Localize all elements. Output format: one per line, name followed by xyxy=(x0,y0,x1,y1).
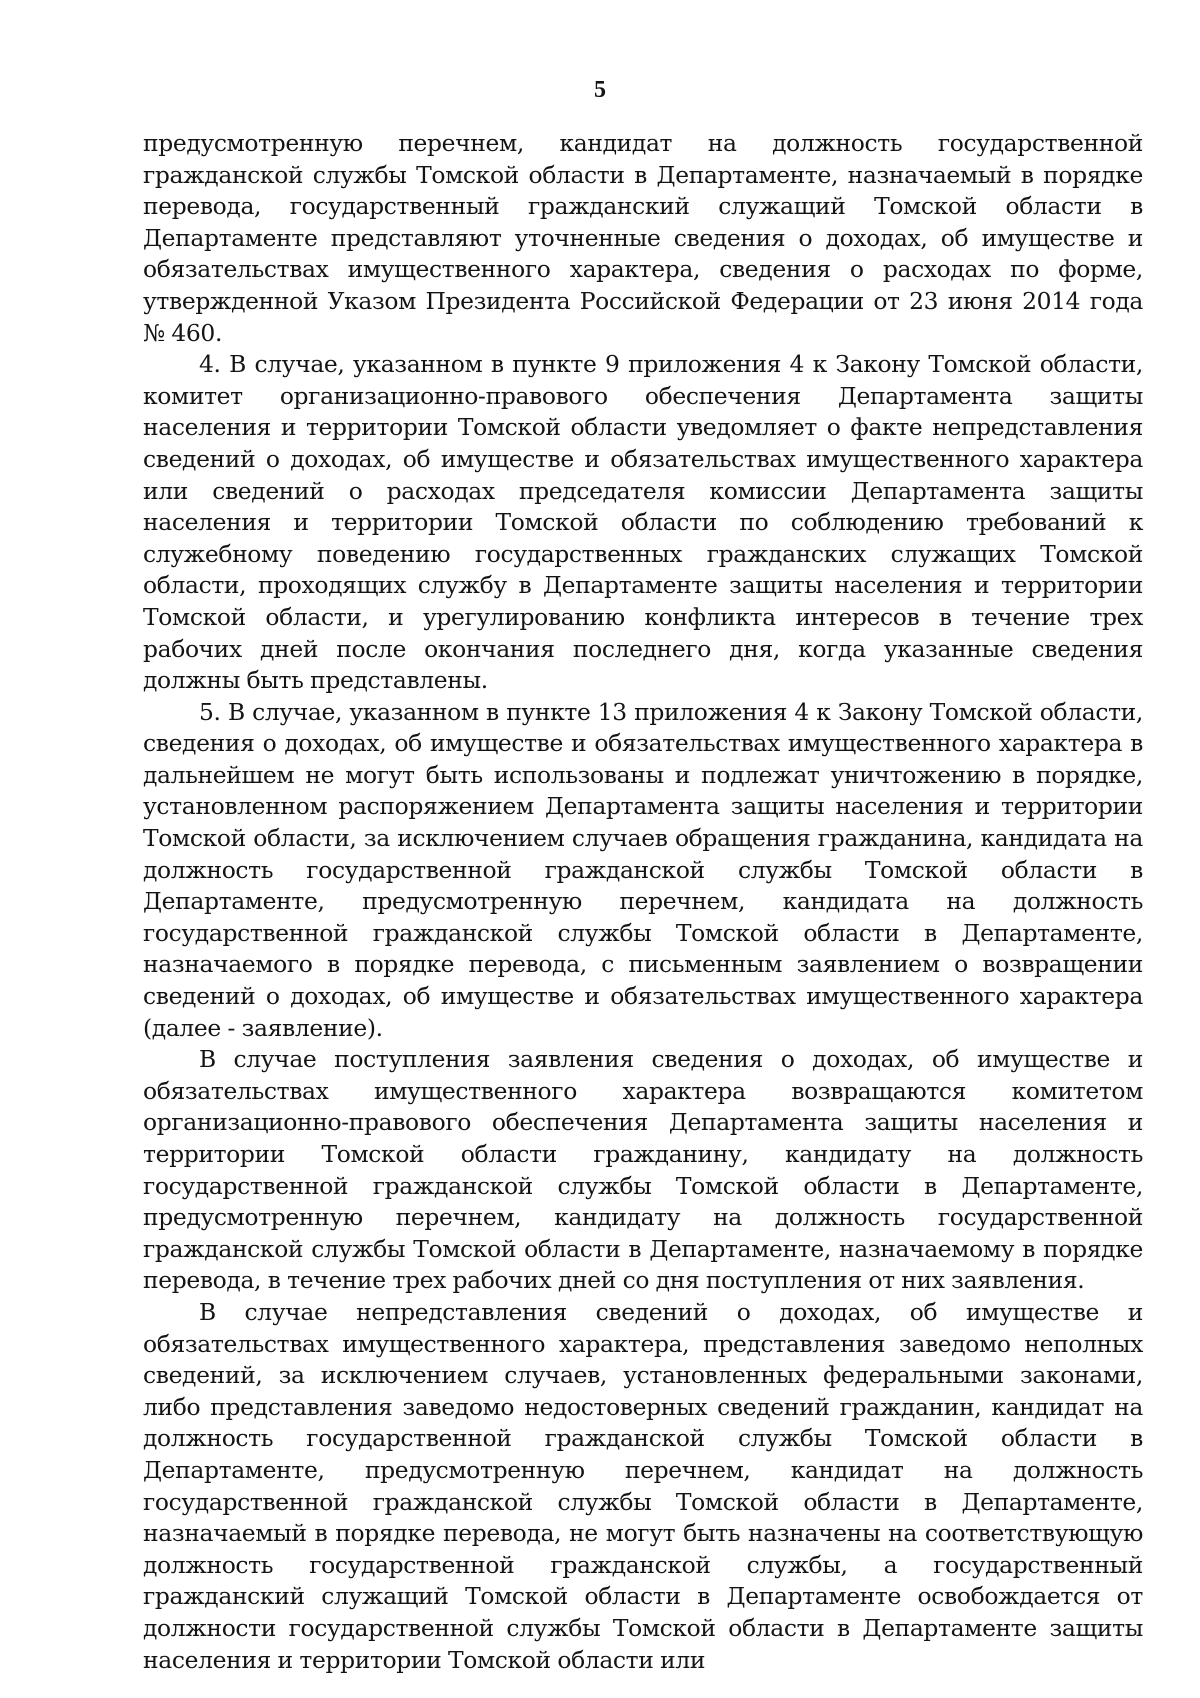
paragraph-continuation: предусмотренную перечнем, кандидат на должность государственной гражданской службы Томской области в Департаменте, назначаемый в порядке перевода, государственный гражданский служащий Томской области в Департаменте представляют уточненные сведения о доходах, об имуществе и обязательствах имущественного характера, сведения о расходах по форме, утвержденной Указом Президента Российской Федерации от 23 июня 2014 года № 460. xyxy=(143,129,1143,347)
document-body xyxy=(143,128,1143,1676)
paragraph-item-4: 4. В случае, указанном в пункте 9 приложения 4 к Закону Томской области, комитет организационно-правового обеспечения Департамента защиты населения и территории Томской области уведомляет о факте непредставления сведений о доходах, об имуществе и обязательствах имущественного характера или сведений о расходах председателя комиссии Департамента защиты населения и территории Томской области по соблюдению требований к служебному поведению государственных гражданских служащих Томской области, проходящих службу в Департаменте защиты населения и территории Томской области, и урегулированию конфликта интересов в течение трех рабочих дней после окончания последнего дня, когда указанные сведения должны быть представлены. xyxy=(143,350,1143,695)
paragraph-item-5: 5. В случае, указанном в пункте 13 приложения 4 к Закону Томской области, сведения о доходах, об имуществе и обязательствах имущественного характера в дальнейшем не могут быть использованы и подлежат уничтожению в порядке, установленном распоряжением Департамента защиты населения и территории Томской области, за исключением случаев обращения гражданина, кандидата на должность государственной гражданской службы Томской области в Департаменте, предусмотренную перечнем, кандидата на должность государственной гражданской службы Томской области в Департаменте, назначаемого в порядке перевода, с письменным заявлением о возвращении сведений о доходах, об имуществе и обязательствах имущественного характера (далее - заявление). xyxy=(143,697,1143,1042)
page-number: 5 xyxy=(594,77,606,103)
paragraph-return-of-info: В случае поступления заявления сведения о доходах, об имуществе и обязательствах имущественного характера возвращаются комитетом организационно-правового обеспечения Департамента защиты населения и территории Томской области гражданину, кандидату на должность государственной гражданской службы Томской области в Департаменте, предусмотренную перечнем, кандидату на должность государственной гражданской службы Томской области в Департаменте, назначаемому в порядке перевода, в течение трех рабочих дней со дня поступления от них заявления. xyxy=(143,1045,1143,1295)
paragraph-non-submission: В случае непредставления сведений о доходах, об имуществе и обязательствах имущественного характера, представления заведомо неполных сведений, за исключением случаев, установленных федеральными законами, либо представления заведомо недостоверных сведений гражданин, кандидат на должность государственной гражданской службы Томской области в Департаменте, предусмотренную перечнем, кандидат на должность государственной гражданской службы Томской области в Департаменте, назначаемый в порядке перевода, не могут быть назначены на соответствующую должность государственной гражданской службы, а государственный гражданский служащий Томской области в Департаменте освобождается от должности государственной службы Томской области в Департаменте защиты населения и территории Томской области или xyxy=(143,1297,1143,1674)
